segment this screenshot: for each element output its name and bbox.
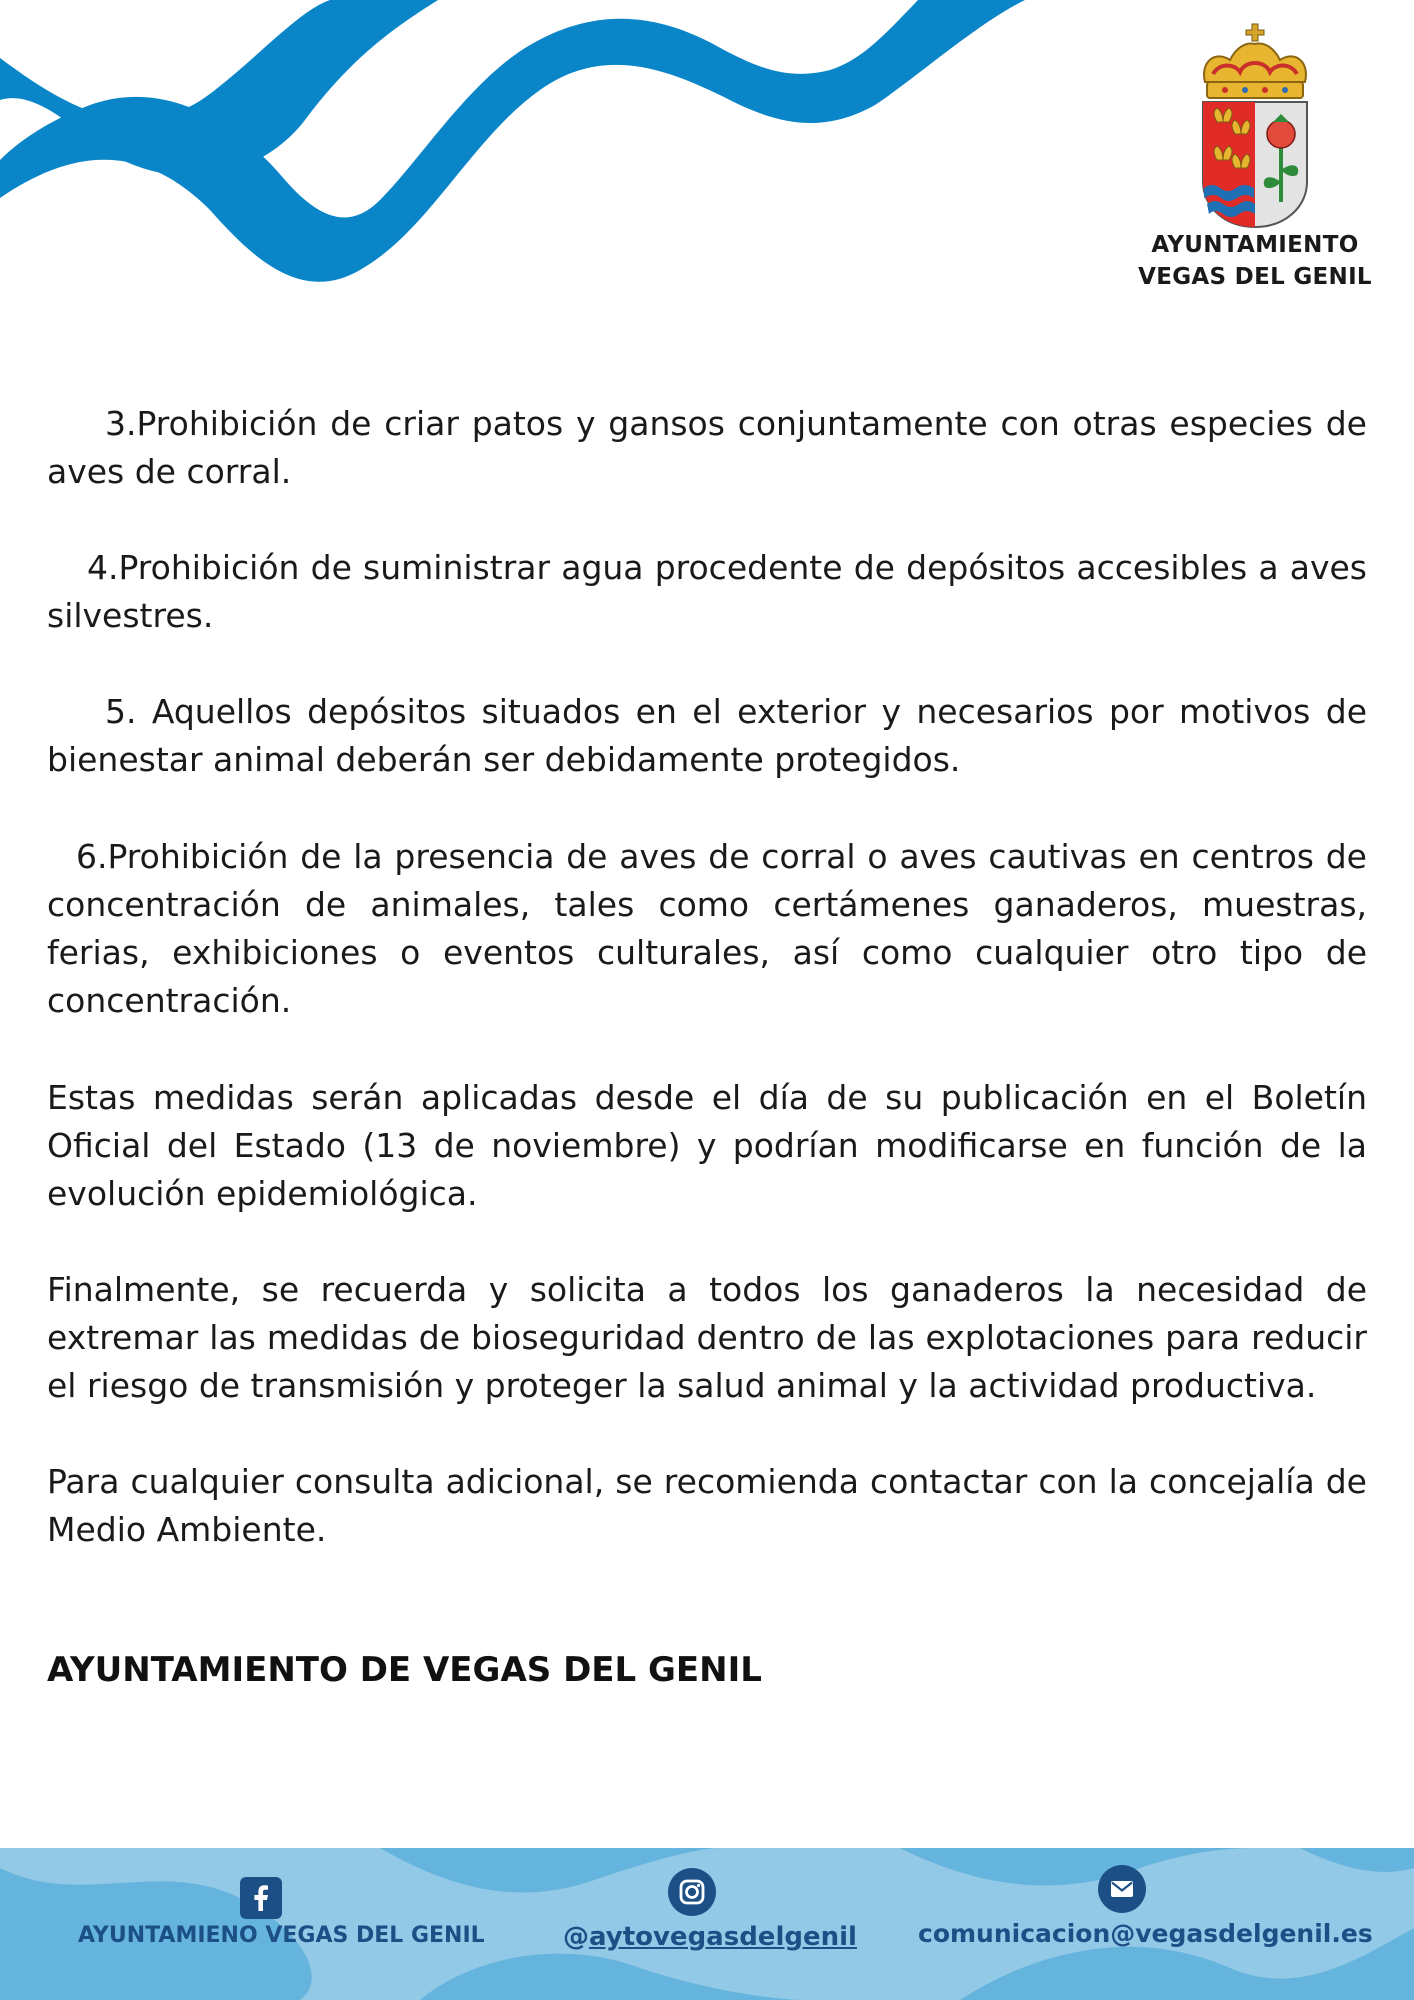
coat-of-arms-logo: [1195, 22, 1315, 232]
facebook-icon[interactable]: [240, 1877, 282, 1919]
signature-heading: AYUNTAMIENTO DE VEGAS DEL GENIL: [47, 1650, 762, 1690]
measure-3-paragraph: 3.Prohibición de criar patos y gansos conjuntamente con otras especies de aves de corral.: [47, 404, 1367, 491]
measure-5-paragraph: 5. Aquellos depósitos situados en el exterior y necesarios por motivos de bienestar animal deberán ser debidamente protegidos.: [47, 692, 1367, 779]
instagram-at-sign: @: [563, 1922, 589, 1952]
header-org-line2: VEGAS DEL GENIL: [1138, 264, 1372, 290]
facebook-page-link[interactable]: AYUNTAMIENO VEGAS DEL GENIL: [78, 1923, 485, 1948]
contact-paragraph: Para cualquier consulta adicional, se recomienda contactar con la concejalía de Medio Ambiente.: [47, 1462, 1367, 1549]
measure-6-paragraph: 6.Prohibición de la presencia de aves de corral o aves cautivas en centros de concentración de animales, tales como certámenes ganaderos, muestras, ferias, exhibiciones o eventos culturales, así como cualquier otro tipo de concentración.: [47, 837, 1367, 1020]
instagram-handle: aytovegasdelgenil: [589, 1922, 857, 1952]
header-org-line1: AYUNTAMIENTO: [1151, 232, 1359, 258]
biosecurity-paragraph: Finalmente, se recuerda y solicita a todos los ganaderos la necesidad de extremar las medidas de bioseguridad dentro de las explotaciones para reducir el riesgo de transmisión y proteger la salud animal y la actividad productiva.: [47, 1270, 1367, 1405]
instagram-handle-link[interactable]: [563, 1922, 857, 1952]
effective-date-paragraph: Estas medidas serán aplicadas desde el día de su publicación en el Boletín Oficial del Estado (13 de noviembre) y podrían modificarse en función de la evolución epidemiológica.: [47, 1078, 1367, 1213]
email-icon[interactable]: [1098, 1865, 1146, 1913]
email-address-link[interactable]: comunicacion@vegasdelgenil.es: [918, 1919, 1373, 1948]
instagram-icon[interactable]: [668, 1868, 716, 1916]
measure-4-paragraph: 4.Prohibición de suministrar agua procedente de depósitos accesibles a aves silvestres.: [47, 548, 1367, 635]
